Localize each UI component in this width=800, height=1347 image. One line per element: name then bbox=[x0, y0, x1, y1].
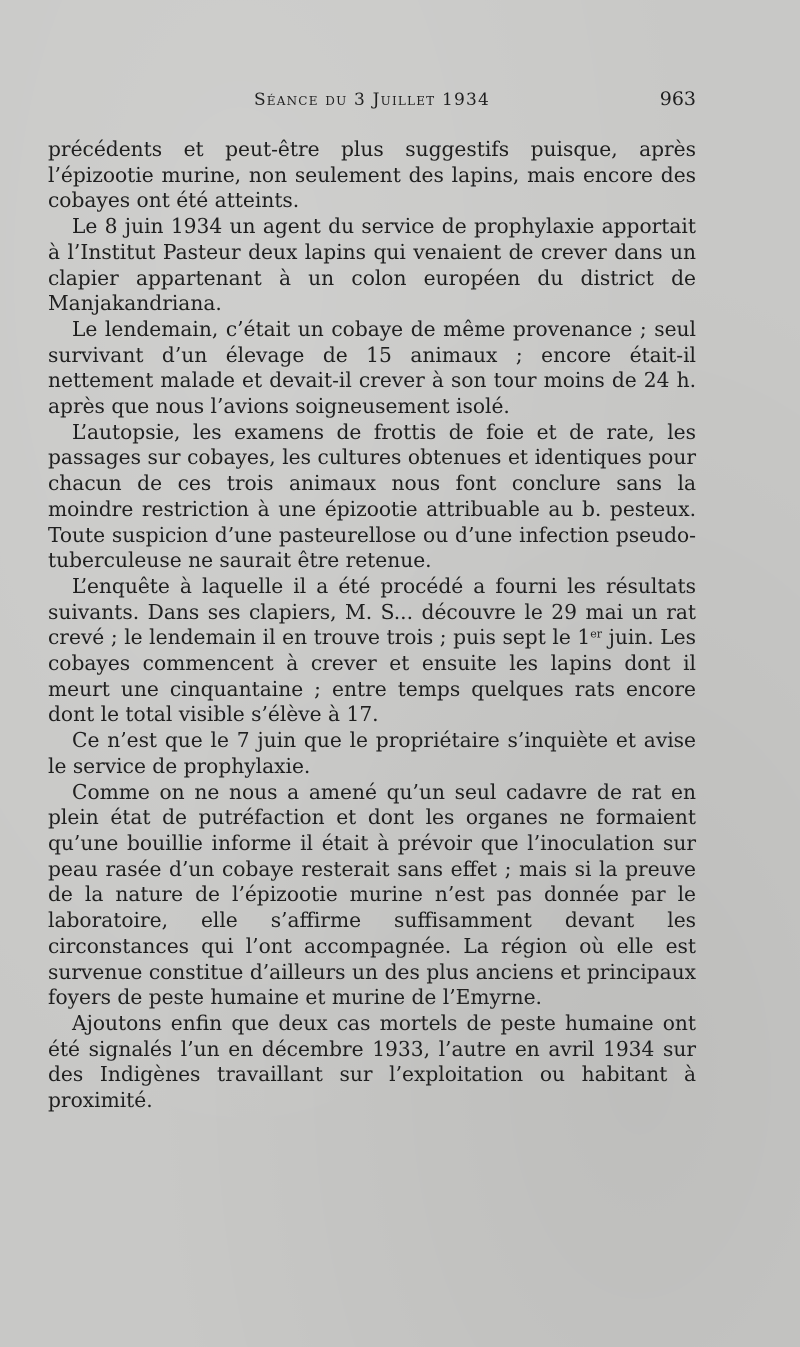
paragraph: Ce n’est que le 7 juin que le propriétaire s’inquiète et avise le service de prophylaxie. bbox=[48, 728, 696, 778]
paragraph: Comme on ne nous a amené qu’un seul cadavre de rat en plein état de putréfaction et dont les organes ne formaient qu’une bouillie informe il était à prévoir que l’inoculation sur peau rasée d’un cobaye resterait sans effet ; mais si la preuve de la nature de l’épizootie murine n’est pas donnée par le laboratoire, elle s’affirme suffisamment devant les circonstances qui l’ont accompagnée. La région où elle est survenue constitue d’ailleurs un des plus anciens et principaux foyers de peste humaine et murine de l’Emyrne. bbox=[48, 779, 696, 1010]
paragraph: Le lendemain, c’était un cobaye de même provenance ; seul survivant d’un élevage de 15 animaux ; encore était-il nettement malade et devait-il crever à son tour moins de 24 h. après que nous l’avions soigneusement isolé. bbox=[48, 316, 696, 419]
superscript: er bbox=[590, 627, 602, 641]
page-number: 963 bbox=[659, 88, 696, 110]
paragraph: L’autopsie, les examens de frottis de foie et de rate, les passages sur cobayes, les cultures obtenues et identiques pour chacun de ces trois animaux nous font conclure sans la moindre restriction à une épizootie attribuable au b. pesteux. Toute suspicion d’une pasteurellose ou d’une infection pseudo-tuberculeuse ne saurait être retenue. bbox=[48, 419, 696, 573]
paragraph: Le 8 juin 1934 un agent du service de prophylaxie apportait à l’Institut Pasteur deux lapins qui venaient de crever dans un clapier appartenant à un colon européen du district de Manjakandriana. bbox=[48, 214, 696, 316]
paragraph: précédents et peut-être plus suggestifs puisque, après l’épizootie murine, non seulement des lapins, mais encore des cobayes ont été atteints. bbox=[48, 137, 696, 213]
body-text bbox=[48, 137, 696, 1114]
paragraph: Ajoutons enfin que deux cas mortels de peste humaine ont été signalés l’un en décembre 1933, l’autre en avril 1934 sur des Indigènes travaillant sur l’exploitation ou habitant à proximité. bbox=[48, 1010, 696, 1113]
paragraph-text: juin. Les cobayes commencent à crever et ensuite les lapins dont il meurt une cinquantaine ; entre temps quelques rats encore dont le total visible s’élève à 17. bbox=[48, 625, 696, 727]
running-head: Séance du 3 Juillet 1934 bbox=[253, 90, 491, 110]
page-header bbox=[48, 88, 696, 116]
paragraph bbox=[48, 574, 696, 728]
paragraph-text: L’enquête à laquelle il a été procédé a fourni les résultats suivants. Dans ses clapiers, M. S... découvre le 29 mai un rat crevé ; le lendemain il en trouve trois ; puis sept le 1 bbox=[48, 573, 696, 650]
